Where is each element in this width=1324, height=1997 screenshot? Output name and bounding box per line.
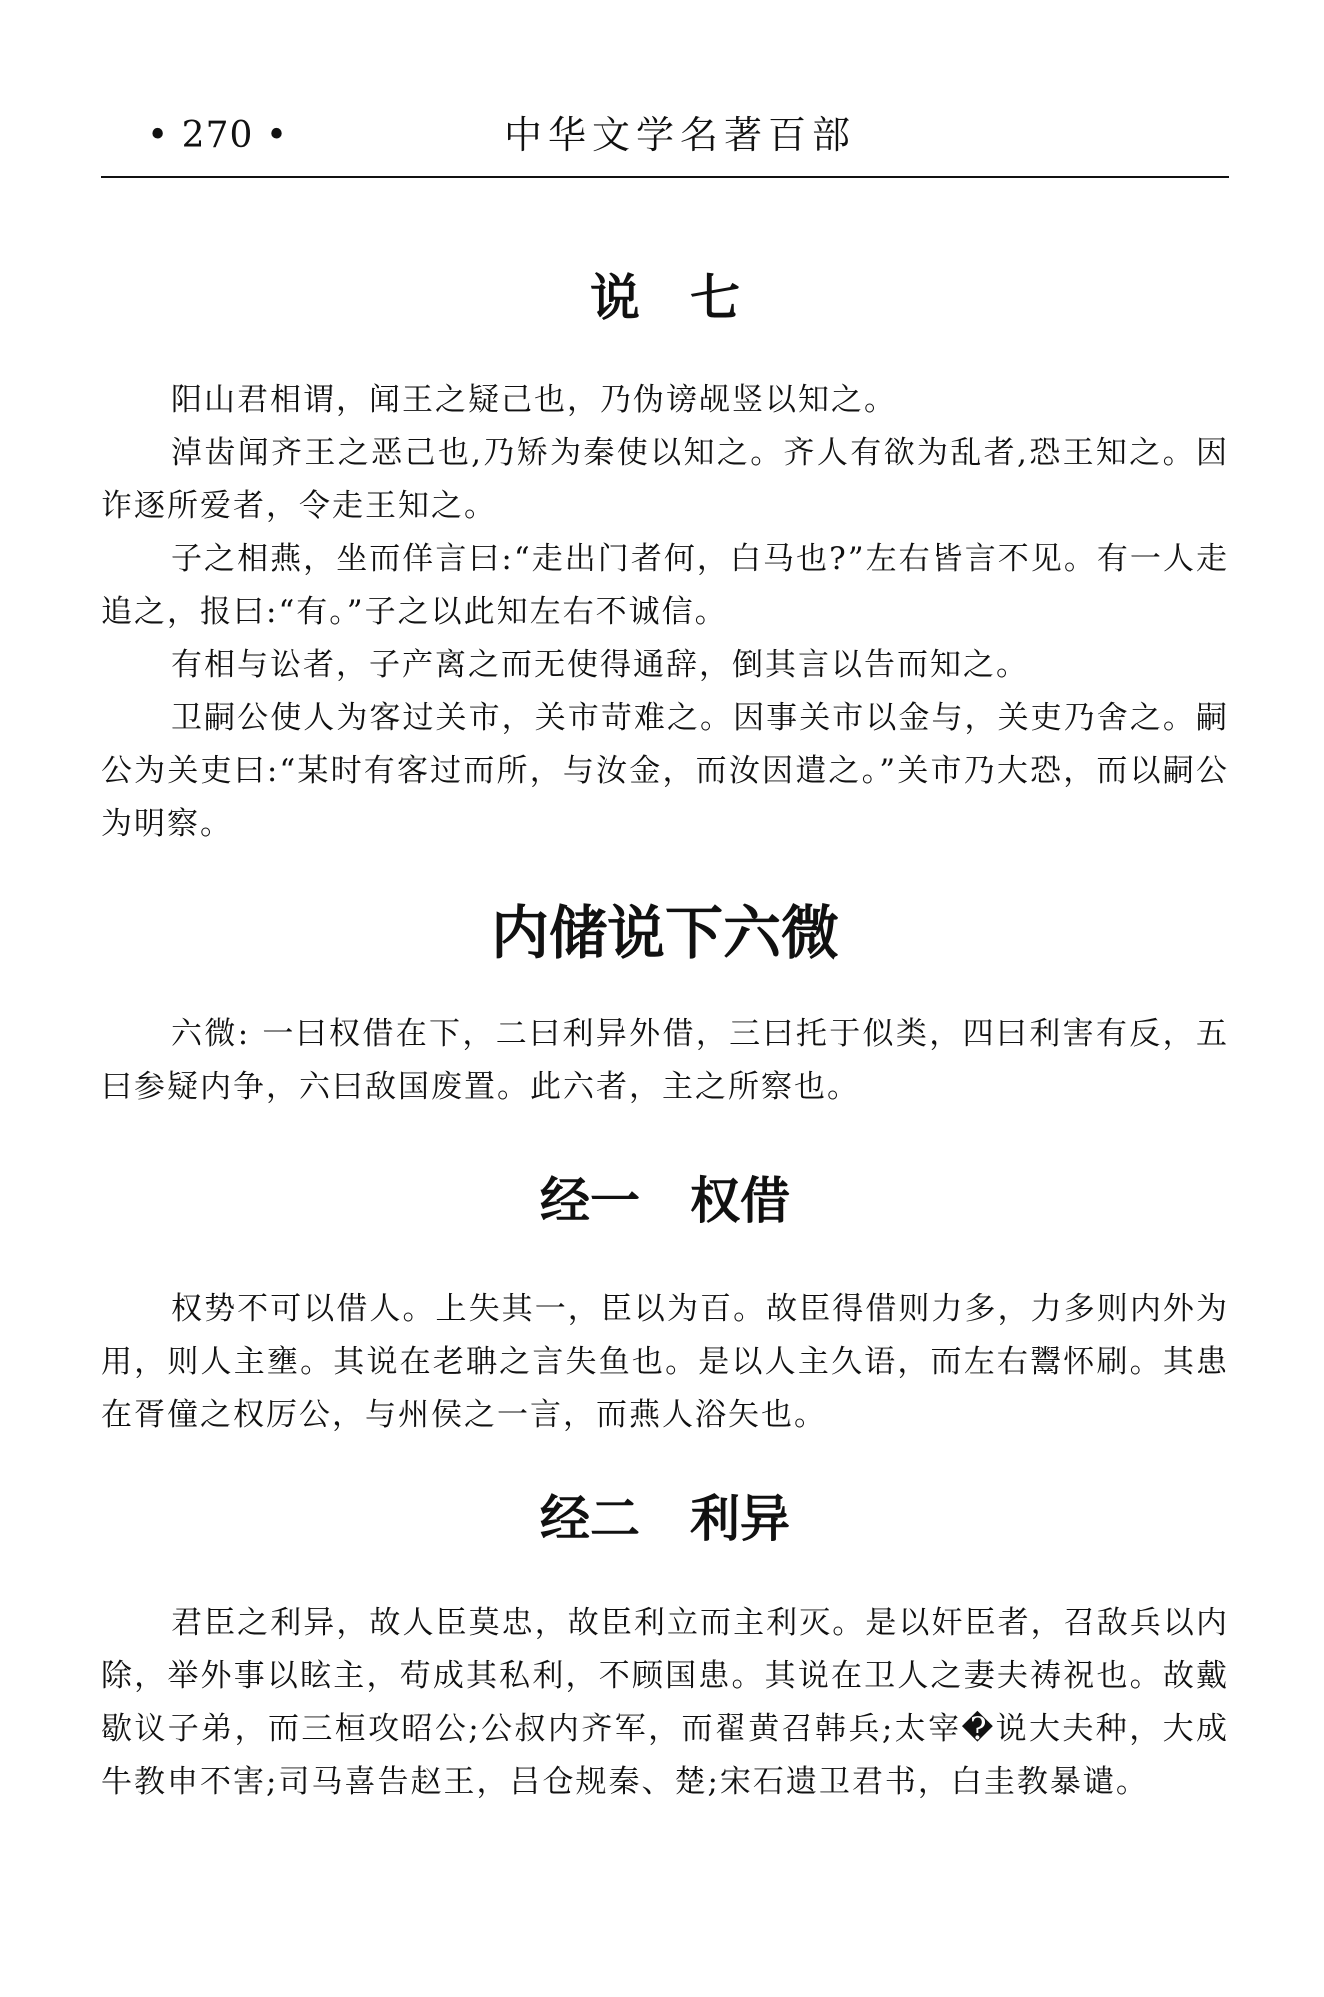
- chapter-heading-neichu: 内储说下六微: [490, 899, 839, 967]
- paragraph: 阳山君相谓，闻王之疑己也，乃伪谤觇竖以知之。: [171, 382, 897, 418]
- book-title: 中华文学名著百部: [503, 113, 856, 157]
- paragraph: 淖齿闻齐王之恶己也,乃矫为秦使以知之。齐人有欲为乱者,恐王知之。因诈逐所爱者，令走王知之。: [101, 435, 1229, 524]
- paragraph: 有相与讼者，子产离之而无使得通辞，倒其言以告而知之。: [171, 647, 1029, 683]
- paragraph: 卫嗣公使人为客过关市，关市苛难之。因事关市以金与，关吏乃舍之。嗣公为关吏曰:“某时有客过而所，与汝金，而汝因遣之。”关市乃大恐，而以嗣公为明察。: [101, 700, 1229, 842]
- page-number: • 270 •: [147, 115, 289, 156]
- paragraph: 子之相燕，坐而佯言曰:“走出门者何，白马也?”左右皆言不见。有一人走追之，报曰:“有。”子之以此知左右不诚信。: [101, 541, 1229, 630]
- paragraph: 君臣之利异，故人臣莫忠，故臣利立而主利灭。是以奸臣者，召敌兵以内除，举外事以眩主，苟成其私利，不顾国患。其说在卫人之妻夫祷祝也。故戴歇议子弟，而三桓攻昭公;公叔内齐军，而翟黄召韩兵;太宰�说大夫种，大成牛教申不害;司马喜告赵王，吕仓规秦、楚;宋石遗卫君书，白圭教暴谴。: [101, 1605, 1229, 1800]
- paragraph: 权势不可以借人。上失其一，臣以为百。故臣得借则力多，力多则内外为用，则人主壅。其说在老聃之言失鱼也。是以人主久语，而左右鬻怀刷。其患在胥僮之权厉公，与州侯之一言，而燕人浴矢也。: [101, 1291, 1229, 1433]
- section-heading-jing-er: 经二 利异: [540, 1490, 790, 1548]
- running-header: [101, 108, 1229, 178]
- section-heading-jing-yi: 经一 权借: [540, 1172, 790, 1230]
- paragraph: 六微: 一曰权借在下，二曰利异外借，三曰托于似类，四曰利害有反，五曰参疑内争，六曰敌国废置。此六者，主之所察也。: [101, 1016, 1229, 1105]
- section-heading-shuo-qi: 说 七: [590, 269, 740, 327]
